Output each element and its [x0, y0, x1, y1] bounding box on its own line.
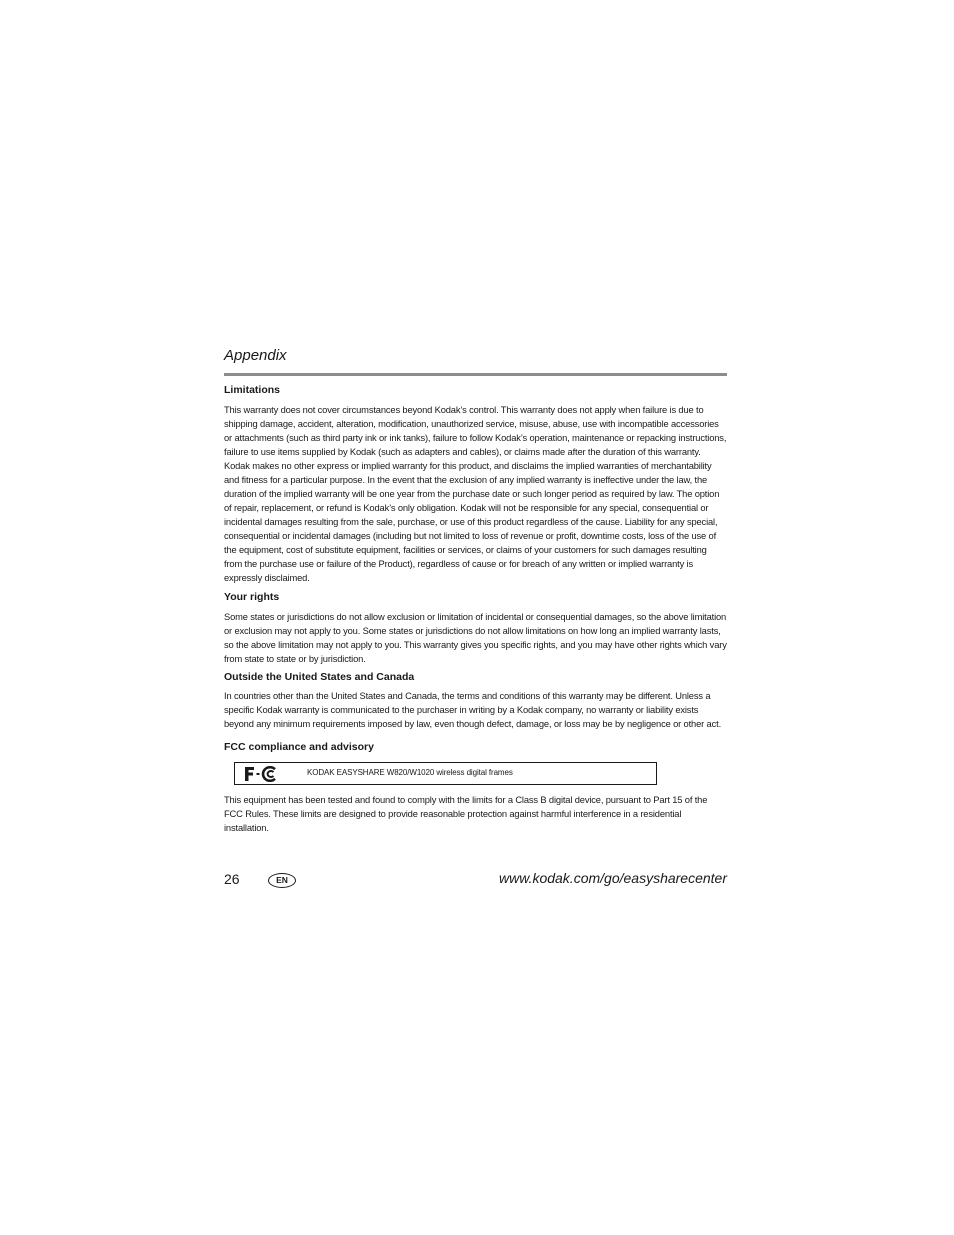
your-rights-paragraph: Some states or jurisdictions do not allow exclusion or limitation of incidental or consequential damages, so the above limitation or exclusion may not apply to you. Some states or jurisdictions do not allow limitations on how long an implied warranty lasts, so the above limitation may not apply to you. This warranty gives you specific rights, and you may have other rights which vary from state to state or by jurisdiction.: [224, 612, 727, 664]
language-badge: EN: [268, 873, 296, 888]
page-number: 26: [224, 871, 240, 887]
footer-url-link[interactable]: www.kodak.com/go/easysharecenter: [499, 870, 727, 886]
your-rights-heading: Your rights: [224, 591, 280, 603]
fcc-product-label: KODAK EASYSHARE W820/W1020 wireless digital frames: [307, 768, 513, 777]
fcc-logo-icon: [244, 766, 278, 782]
fcc-heading: FCC compliance and advisory: [224, 741, 374, 753]
fcc-paragraph: This equipment has been tested and found to comply with the limits for a Class B digital device, pursuant to Part 15 of the FCC Rules. These limits are designed to provide reasonable protection against harmful interference in a residential installation.: [224, 795, 708, 833]
page-content: [224, 346, 727, 835]
page-section-title: Appendix: [224, 347, 287, 364]
limitations-heading: Limitations: [224, 384, 281, 396]
limitations-paragraph: This warranty does not cover circumstances beyond Kodak’s control. This warranty does not apply when failure is due to shipping damage, accident, alteration, modification, unauthorized service, misuse, abuse, use with incompatible accessories or attachments (such as third party ink or ink tanks), failure to follow Kodak’s operation, maintenance or repacking instructions, failure to use items supplied by Kodak (such as adapters and cables), or claims made after the duration of this warranty. Kodak makes no other express or implied warranty for this product, and disclaims the implied warranties of merchantability and fitness for a particular purpose. In the event that the exclusion of any implied warranty is ineffective under the law, the duration of the implied warranty will be one year from the purchase date or such longer period as required by law. The option of repair, replacement, or refund is Kodak’s only obligation. Kodak will not be responsible for any special, consequential or incidental damages resulting from the sale, purchase, or use of this product regardless of the cause. Liability for any special, consequential or incidental damages (including but not limited to loss of revenue or profit, downtime costs, loss of the use of the equipment, cost of substitute equipment, facilities or services, or claims of your customers for such damages resulting from the purchase use or failure of the Product), regardless of cause or for breach of any written or implied warranty is expressly disclaimed.: [224, 405, 727, 583]
outside-us-heading: Outside the United States and Canada: [224, 671, 415, 683]
title-divider: [224, 373, 727, 376]
page-footer: [224, 868, 727, 890]
outside-us-paragraph: In countries other than the United States and Canada, the terms and conditions of this warranty may be different. Unless a specific Kodak warranty is communicated to the purchaser in writing by a Kodak company, no warranty or liability exists beyond any minimum requirements imposed by law, even though defect, damage, or loss may be by negligence or other act.: [224, 691, 722, 729]
fcc-label-box: [234, 762, 657, 785]
